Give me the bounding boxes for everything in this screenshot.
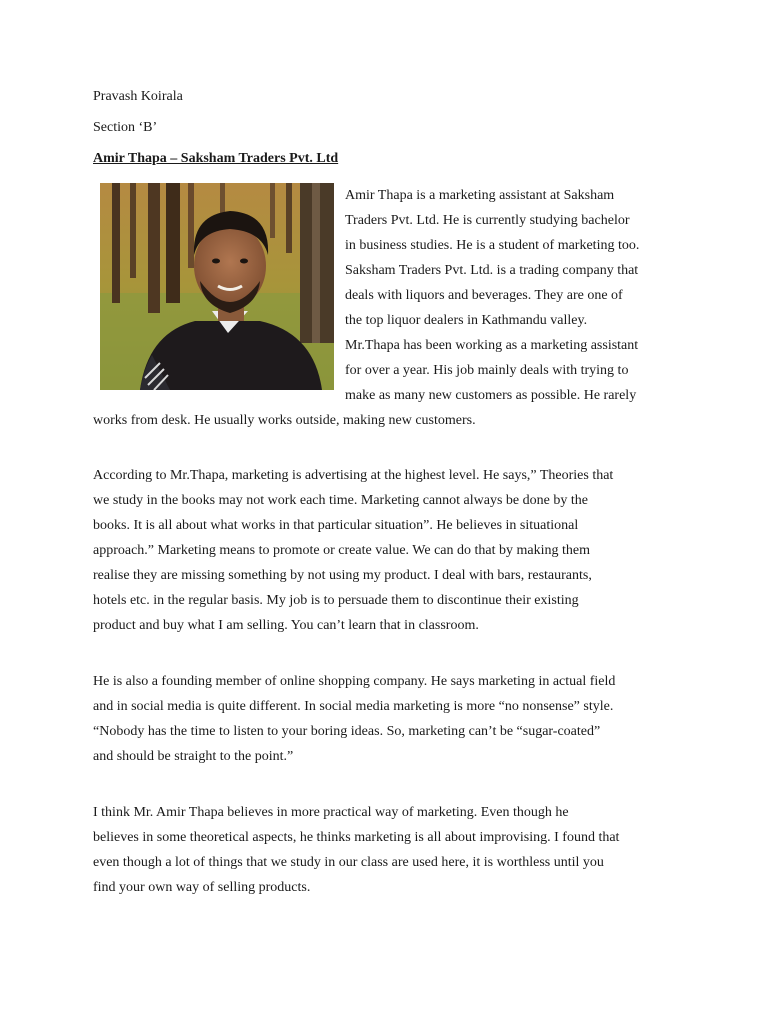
text-line: I think Mr. Amir Thapa believes in more practical way of marketing. Even though he xyxy=(93,805,569,820)
author-name: Pravash Koirala xyxy=(93,89,183,104)
text-line: the top liquor dealers in Kathmandu valley. xyxy=(345,313,588,328)
text-line: Saksham Traders Pvt. Ltd. is a trading company that xyxy=(345,263,639,278)
portrait-photo xyxy=(100,183,334,390)
text-line: books. It is all about what works in that particular situation”. He believes in situational xyxy=(93,518,579,533)
text-line: Amir Thapa is a marketing assistant at Saksham xyxy=(345,188,615,203)
text-line: and in social media is quite different. In social media marketing is more “no nonsense” style. xyxy=(93,699,614,714)
text-line: Mr.Thapa has been working as a marketing assistant xyxy=(345,338,639,353)
text-line: “Nobody has the time to listen to your boring ideas. So, marketing can’t be “sugar-coated” xyxy=(93,724,601,739)
text-line: and should be straight to the point.” xyxy=(93,749,294,764)
text-line: realise they are missing something by not using my product. I deal with bars, restaurants, xyxy=(93,568,592,583)
text-line: approach.” Marketing means to promote or create value. We can do that by making them xyxy=(93,543,590,558)
text-line: even though a lot of things that we study in our class are used here, it is worthless until you xyxy=(93,855,604,870)
text-line: for over a year. His job mainly deals with trying to xyxy=(345,363,629,378)
section-label: Section ‘B’ xyxy=(93,120,158,135)
text-line: According to Mr.Thapa, marketing is advertising at the highest level. He says,” Theories that xyxy=(93,468,614,483)
text-line: in business studies. He is a student of marketing too. xyxy=(345,238,640,253)
text-line: product and buy what I am selling. You can’t learn that in classroom. xyxy=(93,618,479,633)
text-line: hotels etc. in the regular basis. My job is to persuade them to discontinue their existing xyxy=(93,593,579,608)
document-title: Amir Thapa – Saksham Traders Pvt. Ltd xyxy=(93,151,339,166)
text-line: find your own way of selling products. xyxy=(93,880,311,895)
text-line: deals with liquors and beverages. They are one of xyxy=(345,288,623,303)
text-line: Traders Pvt. Ltd. He is currently studying bachelor xyxy=(345,213,630,228)
text-line: make as many new customers as possible. He rarely xyxy=(345,388,637,403)
text-line: works from desk. He usually works outside, making new customers. xyxy=(93,413,476,428)
text-line: He is also a founding member of online shopping company. He says marketing in actual field xyxy=(93,674,616,689)
text-line: we study in the books may not work each time. Marketing cannot always be done by the xyxy=(93,493,588,508)
text-line: believes in some theoretical aspects, he thinks marketing is all about improvising. I found that xyxy=(93,830,620,845)
